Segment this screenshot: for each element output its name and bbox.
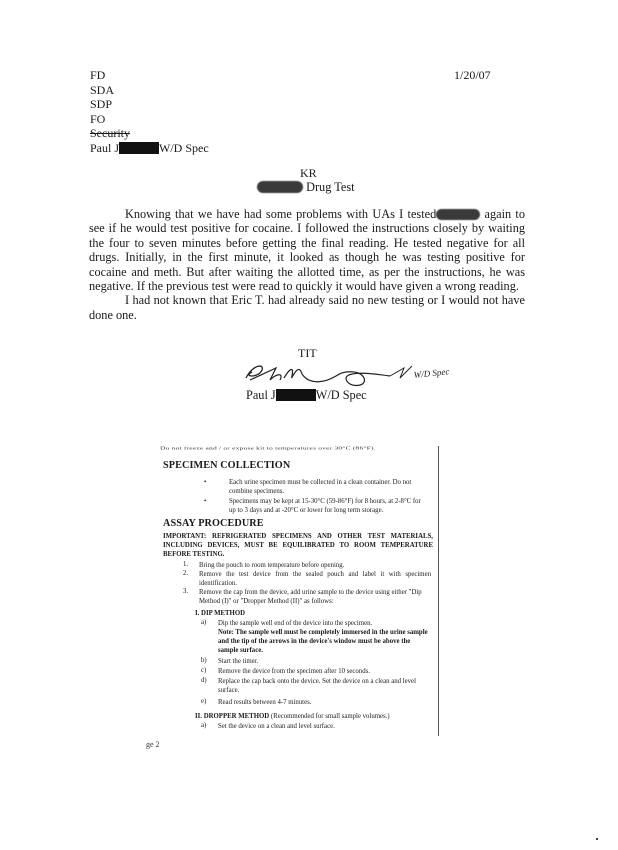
- dropper-method-heading: II. DROPPER METHOD: [195, 713, 270, 720]
- from-line: [90, 141, 209, 156]
- memo-subject: [257, 180, 355, 195]
- distribution-sda: SDA: [90, 82, 115, 97]
- dropper-method-note: (Recommended for small sample volumes.): [270, 713, 390, 720]
- dip-step-b: Start the timer.: [218, 658, 259, 665]
- signature-scrawl-text: W/D Spec: [413, 366, 450, 380]
- signature-line: [246, 388, 367, 403]
- page-footer: ge 2: [146, 740, 160, 749]
- step-number: 3.: [183, 588, 189, 595]
- dropper-method-line: [195, 712, 435, 721]
- step-3: Remove the cap from the device, add urine sample to the device using either "Dip Method (I)" or "Dropper Method (II)" as follows:: [199, 589, 422, 605]
- redaction-bar: [257, 181, 303, 193]
- memo-body: [89, 207, 525, 322]
- substep-letter: e): [201, 698, 207, 705]
- specimen-bullet-1: Each urine specimen must be collected in a clean container. Do not combine specimens.: [229, 479, 412, 495]
- dip-step-d: Replace the cap back onto the device. Set the device on a clean and level surface.: [218, 678, 416, 694]
- substep-letter: b): [201, 657, 207, 664]
- step-number: 2.: [183, 570, 189, 577]
- initials-kr: KR: [300, 166, 317, 180]
- signature-scrawl: [240, 356, 460, 392]
- from-name: Paul J: [90, 140, 120, 155]
- substep-letter: d): [201, 677, 207, 684]
- subject-text: Drug Test: [306, 180, 355, 194]
- paragraph-1: [89, 207, 525, 293]
- distribution-fo: FO: [90, 111, 106, 126]
- paragraph-2: [89, 293, 525, 322]
- redaction-bar: [276, 389, 316, 401]
- step-1: Bring the pouch to room temperature before opening.: [199, 562, 345, 569]
- signature-name: Paul J: [246, 388, 276, 402]
- bullet-icon: •: [204, 479, 207, 486]
- substep-letter: a): [201, 722, 207, 729]
- memo-date: 1/20/07: [454, 68, 491, 82]
- distribution-list: [90, 68, 209, 155]
- distribution-fd: FD: [90, 68, 106, 82]
- distribution-security: Security: [90, 126, 130, 140]
- specimen-bullet-2: Specimens may be kept at 15-30°C (59-86°F) for 8 hours, at 2-8°C for up to 3 days and at -20°C or lower for long term storage.: [229, 498, 421, 514]
- scan-speck: [596, 838, 598, 840]
- assay-procedure-heading: ASSAY PROCEDURE: [163, 518, 264, 529]
- redaction-bar: [119, 142, 159, 154]
- from-title: W/D Spec: [159, 140, 209, 155]
- dip-step-a: Dip the sample well end of the device into the specimen.: [218, 620, 373, 627]
- dropper-step-a: Set the device on a clean and level surface.: [218, 723, 335, 730]
- signature-title: W/D Spec: [315, 388, 367, 402]
- paragraph-1-lead-end: again to: [484, 207, 525, 221]
- paragraph-1-rest: see if he would test positive for cocaine. I followed the instructions closely by waiting the four to seven minutes before getting the final reading. He tested negative for all drugs. Initially, in the first minute, it looked as though he was testing positive for cocaine and meth. But after waiting the allotted time, as per the instructions, he was negative. If the previous test were read to quickly it would have given a wrong reading.: [89, 221, 525, 294]
- cut-off-line: Do not freeze and / or expose kit to temperatures over 30°C (86°F).: [160, 446, 376, 451]
- distribution-sdp: SDP: [90, 97, 113, 111]
- specimen-collection-heading: SPECIMEN COLLECTION: [163, 460, 291, 471]
- ack-initials: TIT: [298, 346, 317, 360]
- step-2: Remove the test device from the sealed pouch and label it with specimen identification.: [199, 571, 431, 587]
- package-insert: [158, 446, 439, 736]
- dip-step-c: Remove the device from the specimen after 10 seconds.: [218, 668, 370, 675]
- paragraph-1-lead: Knowing that we have had some problems with UAs I tested: [125, 207, 437, 221]
- dip-step-e: Read results between 4-7 minutes.: [218, 699, 312, 706]
- dip-note: Note: The sample well must be completely immersed in the urine sample and the tip of the arrows in the device's window must be above the sample surface.: [218, 629, 428, 654]
- dip-method-heading: I. DIP METHOD: [195, 610, 246, 617]
- bullet-icon: •: [204, 498, 207, 505]
- substep-letter: a): [201, 619, 207, 626]
- step-number: 1.: [183, 561, 189, 568]
- important-note: IMPORTANT: REFRIGERATED SPECIMENS AND OTHER TEST MATERIALS, INCLUDING DEVICES, MUST BE EQUILIBRATED TO ROOM TEMPERATURE BEFORE TESTING.: [163, 533, 433, 558]
- paragraph-2-text: I had not known that Eric T. had already said no new testing or I would not have done one.: [89, 293, 525, 322]
- substep-letter: c): [201, 667, 207, 674]
- redaction-bar: [436, 209, 480, 220]
